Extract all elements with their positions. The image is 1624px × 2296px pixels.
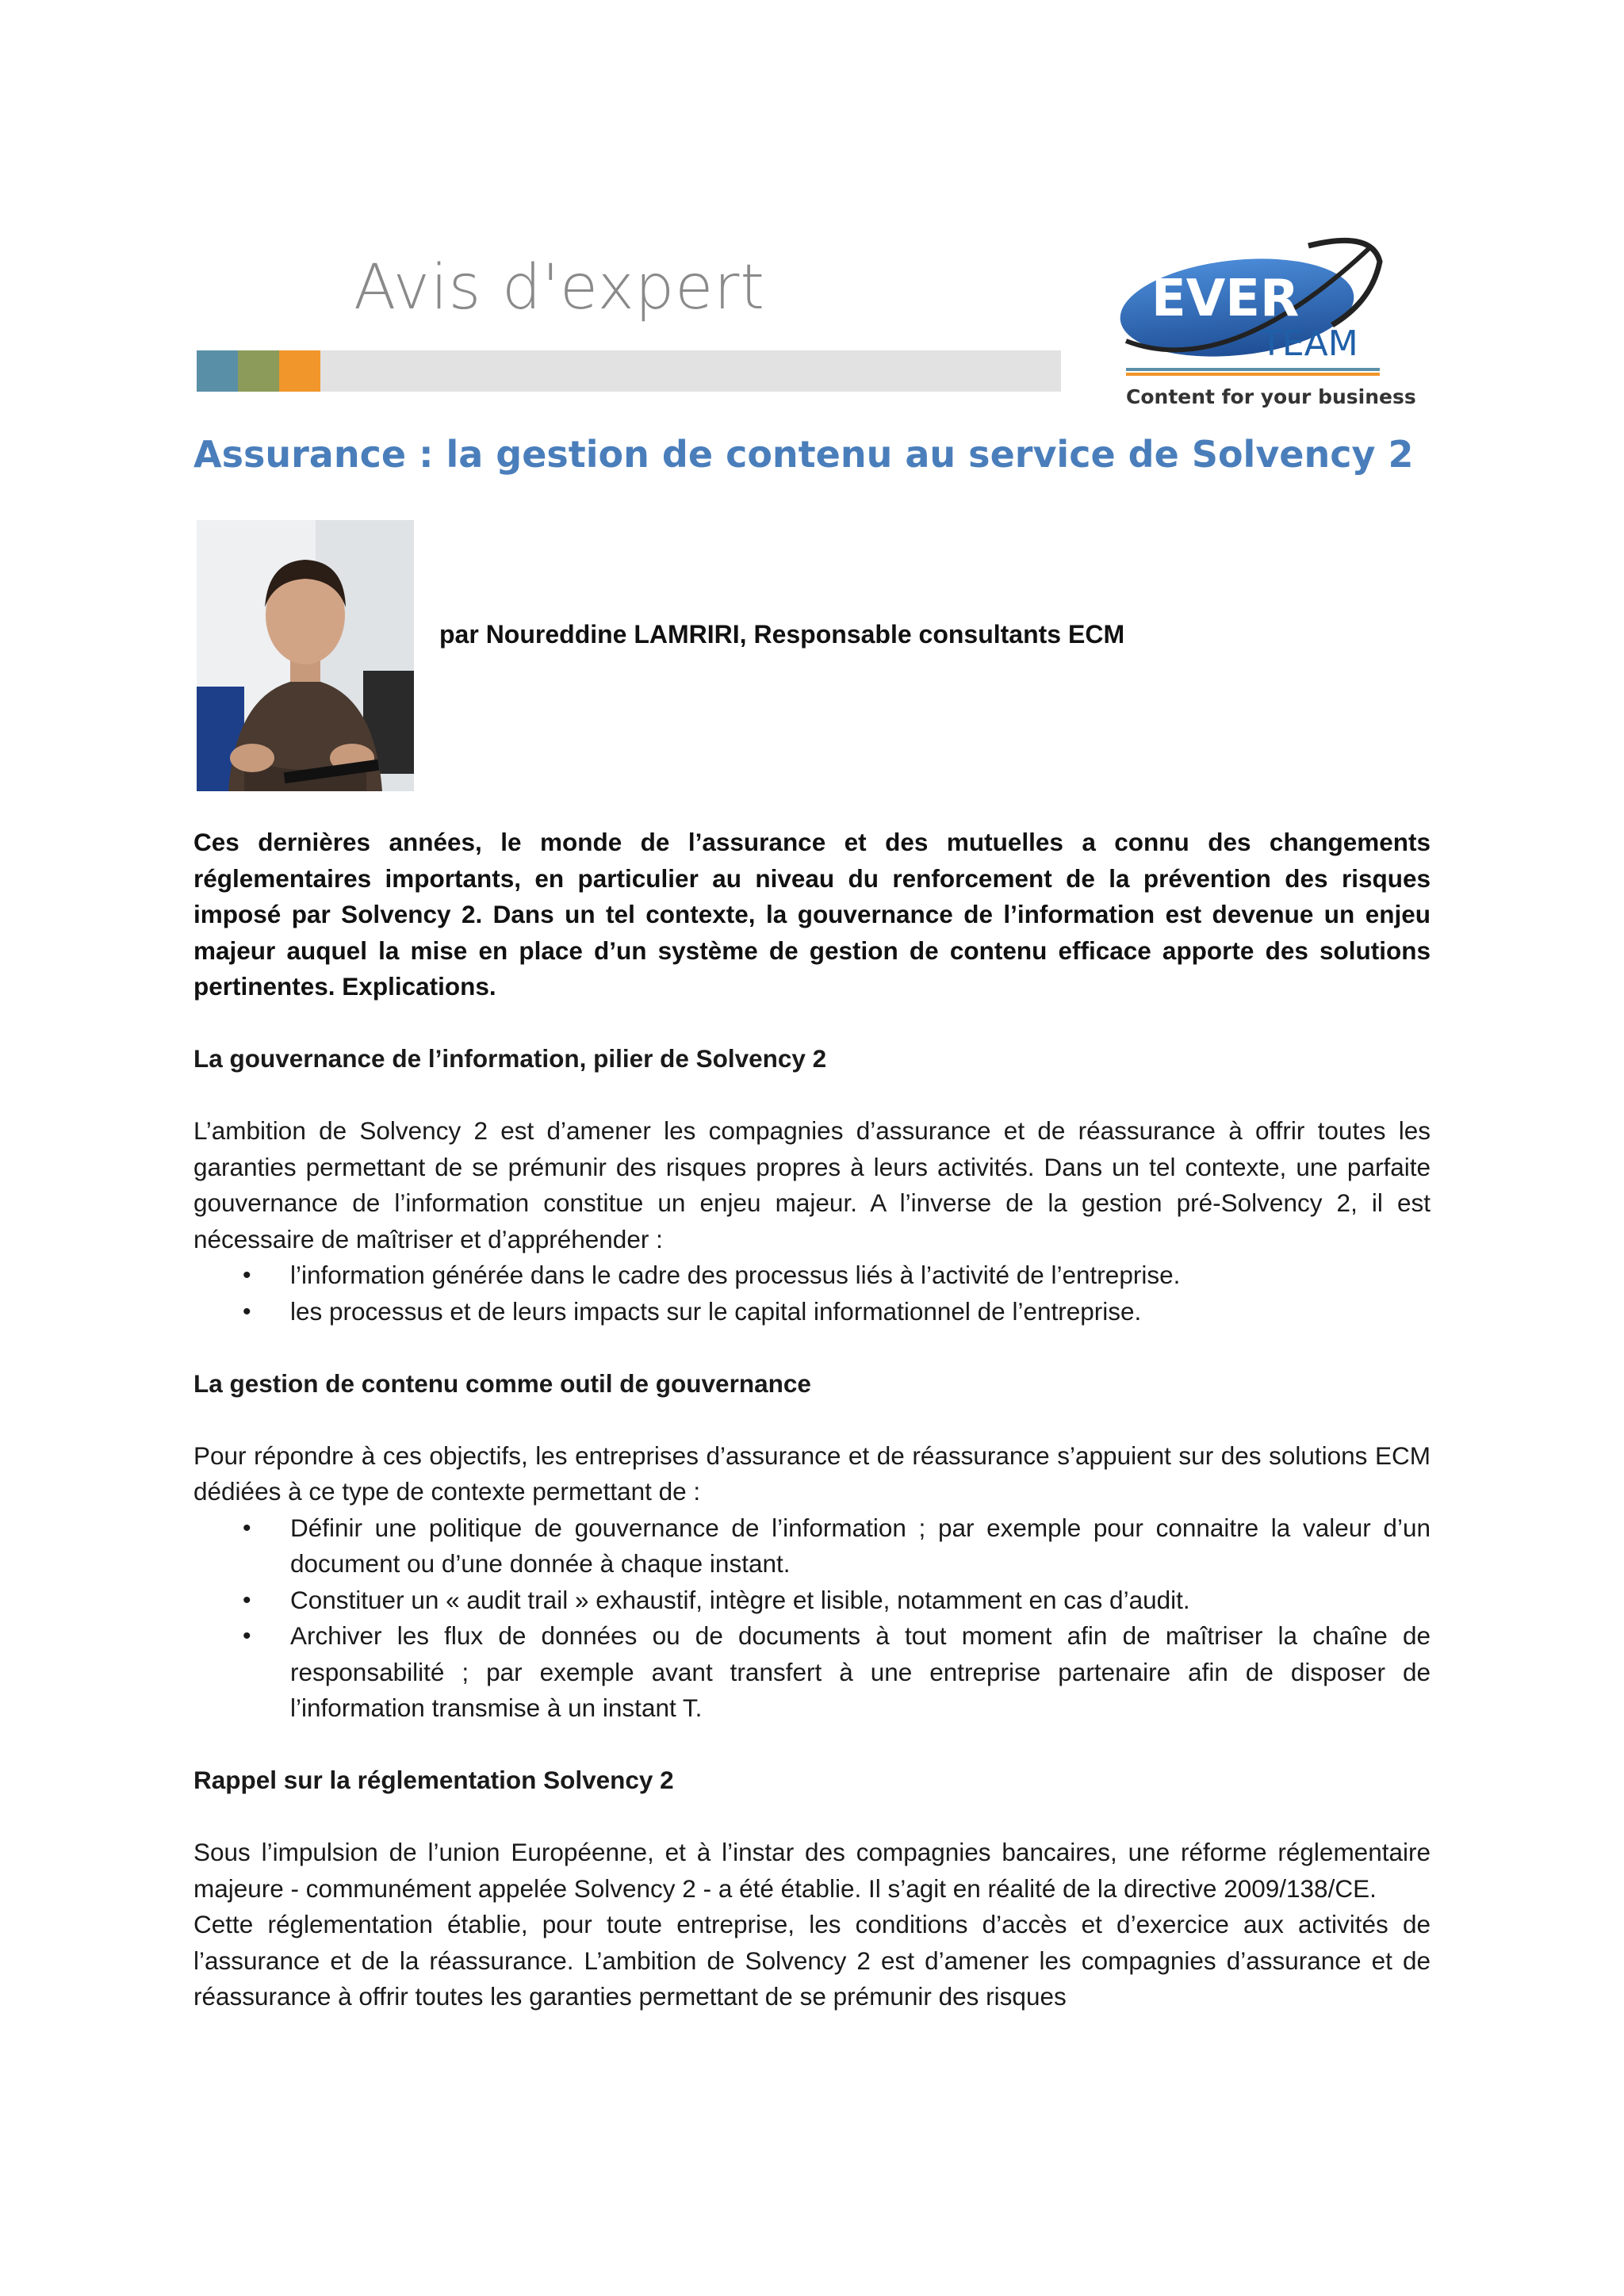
svg-text:EVER: EVER (1151, 270, 1300, 328)
list-item: • Définir une politique de gouvernance de l’information ; par exemple pour connaitre la valeur d’un document ou d’une donnée à chaque instant. (193, 1510, 1431, 1582)
list-item: • Archiver les flux de données ou de documents à tout moment afin de maîtriser la chaîne de responsabilité ; par exemple avant transfert à une entreprise partenaire afin de disposer de l’information transmise à un instant T. (193, 1618, 1431, 1727)
article-body (193, 825, 1431, 2015)
bullet-list (193, 1510, 1431, 1727)
section-paragraph: Pour répondre à ces objectifs, les entreprises d’assurance et de réassurance s’appuient sur des solutions ECM dédiées à ce type de contexte permettant de : (193, 1441, 1431, 1506)
section-heading: La gestion de contenu comme outil de gouvernance (193, 1368, 811, 1398)
banner-title: Avis d'expert (354, 252, 765, 323)
author-byline: par Noureddine LAMRIRI, Responsable consultants ECM (439, 620, 1125, 649)
banner-color-block-orange (279, 350, 320, 392)
banner-color-block-blue (197, 350, 238, 392)
intro-paragraph: Ces dernières années, le monde de l’assurance et des mutuelles a connu des changements réglementaires importants, en particulier au niveau du renforcement de la prévention des risques imposé par Solvency 2. Dans un tel contexte, la gouvernance de l’information est devenue un enjeu majeur auquel la mise en place d’un système de gestion de contenu efficace apporte des solutions pertinentes. Explications. (193, 828, 1431, 1001)
list-item: • Constituer un « audit trail » exhaustif, intègre et lisible, notamment en cas d’audit. (193, 1582, 1431, 1619)
banner-gray-bar (320, 350, 1061, 392)
document-title: Assurance : la gestion de contenu au service de Solvency 2 (193, 433, 1414, 476)
list-item: • les processus et de leurs impacts sur le capital informationnel de l’entreprise. (193, 1294, 1431, 1330)
section-heading: La gouvernance de l’information, pilier de Solvency 2 (193, 1044, 827, 1073)
author-photo (197, 520, 414, 791)
section-heading: Rappel sur la réglementation Solvency 2 (193, 1766, 674, 1794)
banner-color-block-green (238, 350, 279, 392)
bullet-list (193, 1257, 1431, 1330)
section-paragraph: Cette réglementation établie, pour toute entreprise, les conditions d’accès et d’exercice aux activités de l’assurance et de la réassurance. L’ambition de Solvency 2 est d’amener les compagnies d’assurance et de réassurance à offrir toutes les garanties permettant de se prémunir des risques (193, 1910, 1431, 2011)
logo-tagline: Content for your business (1126, 385, 1416, 408)
section-paragraph: Sous l’impulsion de l’union Européenne, et à l’instar des compagnies bancaires, une réforme réglementaire majeure - communément appelée Solvency 2 - a été établie. Il s’agit en réalité de la directive 2009/138/CE. (193, 1838, 1431, 1903)
list-item: • l’information générée dans le cadre des processus liés à l’activité de l’entreprise. (193, 1257, 1431, 1294)
section-paragraph: L’ambition de Solvency 2 est d’amener les compagnies d’assurance et de réassurance à offrir toutes les garanties permettant de se prémunir des risques propres à leurs activités. Dans un tel contexte, une parfaite gouvernance de l’information constitue un enjeu majeur. A l’inverse de la gestion pré-Solvency 2, il est nécessaire de maîtriser et d’appréhender : (193, 1116, 1431, 1253)
svg-text:TEAM: TEAM (1261, 323, 1358, 364)
